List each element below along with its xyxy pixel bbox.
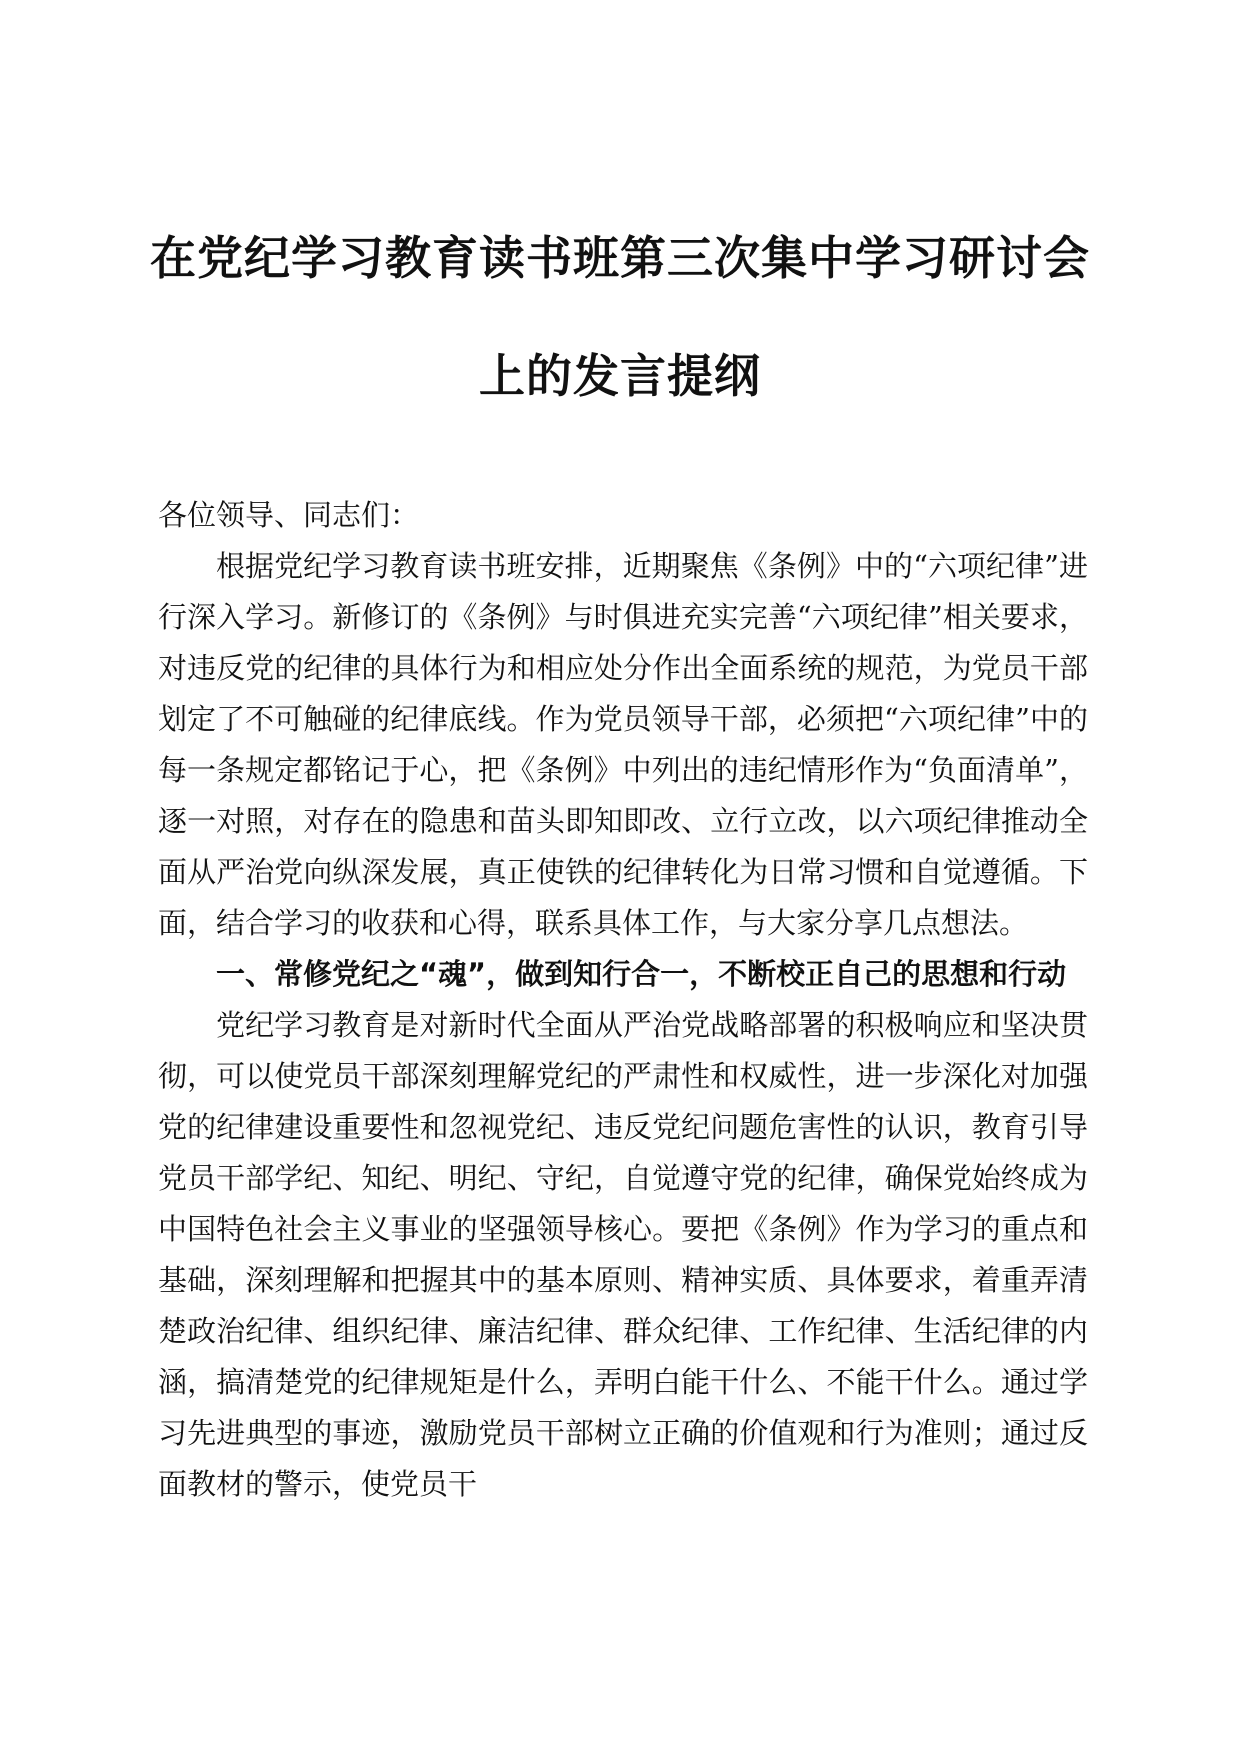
- paragraph-introduction: 根据党纪学习教育读书班安排，近期聚焦《条例》中的“六项纪律”进行深入学习。新修订的《条例》与时俱进充实完善“六项纪律”相关要求，对违反党的纪律的具体行为和相应处分作出全面系统的规范，为党员干部划定了不可触碰的纪律底线。作为党员领导干部，必须把“六项纪律”中的每一条规定都铭记于心，把《条例》中列出的违纪情形作为“负面清单”，逐一对照，对存在的隐患和苗头即知即改、立行立改，以六项纪律推动全面从严治党向纵深发展，真正使铁的纪律转化为日常习惯和自觉遵循。下面，结合学习的收获和心得，联系具体工作，与大家分享几点想法。: [158, 549, 1088, 940]
- salutation: 各位领导、同志们：: [158, 498, 420, 532]
- document-body: [158, 490, 1088, 1510]
- document-title-line-2: 上的发言提纲: [479, 349, 761, 403]
- section-heading-1: 一、常修党纪之“魂”，做到知行合一，不断校正自己的思想和行动: [216, 957, 1067, 991]
- paragraph-section-1: 党纪学习教育是对新时代全面从严治党战略部署的积极响应和坚决贯彻，可以使党员干部深刻理解党纪的严肃性和权威性，进一步深化对加强党的纪律建设重要性和忽视党纪、违反党纪问题危害性的认识，教育引导党员干部学纪、知纪、明纪、守纪，自觉遵守党的纪律，确保党始终成为中国特色社会主义事业的坚强领导核心。要把《条例》作为学习的重点和基础，深刻理解和把握其中的基本原则、精神实质、具体要求，着重弄清楚政治纪律、组织纪律、廉洁纪律、群众纪律、工作纪律、生活纪律的内涵，搞清楚党的纪律规矩是什么，弄明白能干什么、不能干什么。通过学习先进典型的事迹，激励党员干部树立正确的价值观和行为准则；通过反面教材的警示，使党员干: [158, 1008, 1088, 1501]
- document-title-line-1: 在党纪学习教育读书班第三次集中学习研讨会: [150, 231, 1090, 285]
